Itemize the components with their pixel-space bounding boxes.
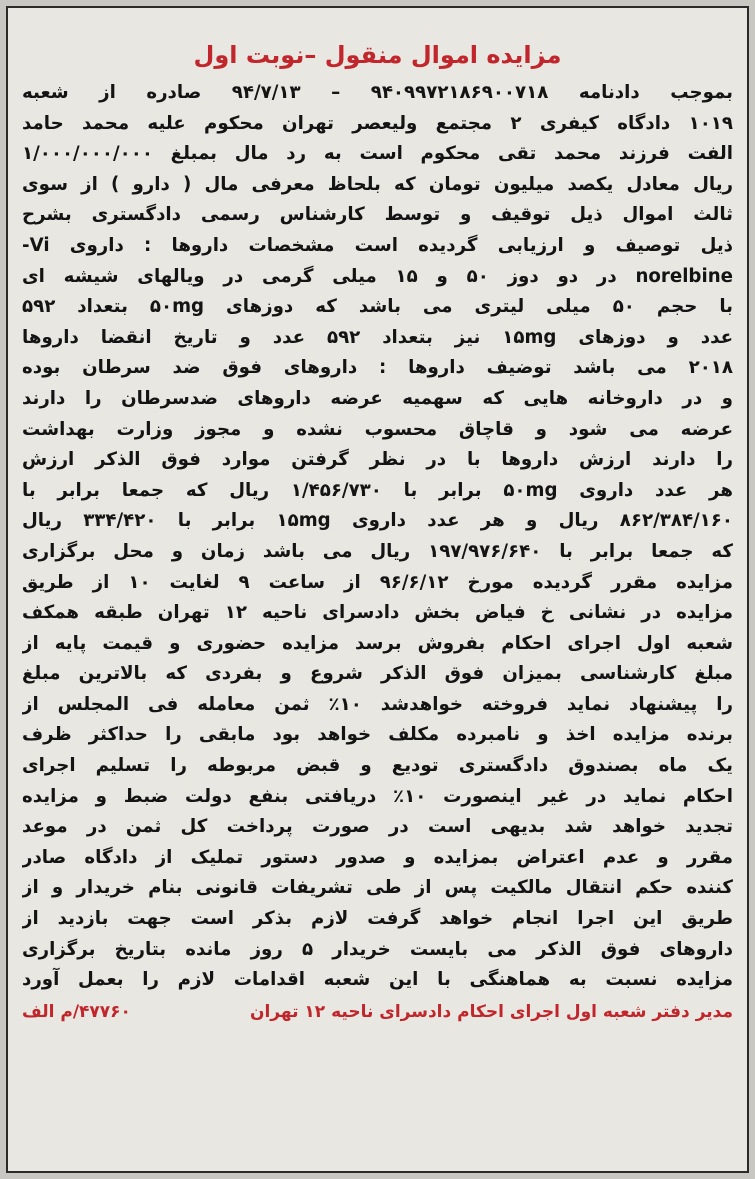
notice-line: که جمعا برابر با ۱۹۷/۹۷۶/۶۴۰ ریال می باشد زمان و محل برگزاری: [22, 540, 733, 562]
notice-line: بموجب دادنامه ۹۴۰۹۹۷۲۱۸۶۹۰۰۷۱۸ – ۹۴/۷/۱۳ صادره از شعبه: [22, 82, 733, 103]
notice-line: داروهای فوق الذکر می بایست خریدار ۵ روز مانده بتاریخ برگزاری: [22, 938, 733, 960]
notice-clipping: [6, 6, 749, 1173]
notice-line: ریال معادل یکصد میلیون تومان که بلحاظ معرفی مال ( دارو ) از سوی: [22, 173, 733, 195]
notice-line: مزایده مقرر گردیده مورخ ۹۶/۶/۱۲ از ساعت ۹ لغایت ۱۰ از طریق: [22, 571, 733, 593]
notice-line: برنده مزایده اخذ و نامبرده مکلف خواهد بود مابقی را حداکثر ظرف: [22, 724, 733, 746]
footer-signature: مدیر دفتر شعبه اول اجرای احکام دادسرای ناحیه ۱۲ تهران: [249, 1001, 733, 1022]
notice-line: مزایده نسبت به هماهنگی با این شعبه اقدامات لازم را بعمل آورد: [22, 969, 733, 991]
notice-line: یک ماه بصندوق دادگستری تودیع و قبض مربوطه را تسلیم اجرای: [22, 755, 733, 777]
footer-code: ۴۷۷۶۰/م الف: [22, 1001, 131, 1022]
notice-line: عدد و دوزهای ۱۵mg نیز بتعداد ۵۹۲ عدد و تاریخ انقضا داروها: [22, 326, 733, 348]
notice-line: احکام نماید در غیر اینصورت ۱۰٪ دریافتی بنفع دولت ضبط و مزایده: [22, 785, 733, 807]
notice-line: مزایده در نشانی خ فیاض بخش دادسرای ناحیه ۱۲ تهران طبقه همکف: [22, 602, 733, 624]
notice-line: عرضه می شود و قاچاق محسوب نشده و مجوز وزارت بهداشت: [22, 418, 733, 440]
notice-line: مبلغ کارشناسی بمیزان فوق الذکر شروع و بفردی که بالاترین مبلغ: [22, 663, 733, 685]
notice-line: ذیل توصیف و ارزیابی گردیده است مشخصات داروها : داروی Vi-: [22, 234, 733, 256]
notice-line: را پیشنهاد نماید فروخته خواهدشد ۱۰٪ ثمن معامله فی المجلس از: [22, 693, 733, 715]
notice-line: طریق این اجرا انجام خواهد گرفت لازم بذکر است جهت بازدید از: [22, 908, 733, 930]
notice-line: با حجم ۵۰ میلی لیتری می باشد که دوزهای ۵۰mg بتعداد ۵۹۲: [22, 296, 733, 318]
notice-line: norelbine در دو دوز ۵۰ و ۱۵ میلی گرمی در ویالهای شیشه ای: [22, 265, 733, 287]
notice-line: تجدید خواهد شد بدیهی است در صورت پرداخت کل ثمن در موعد: [22, 816, 733, 838]
notice-line: ۱۰۱۹ دادگاه کیفری ۲ مجتمع ولیعصر تهران محکوم علیه محمد حامد: [22, 112, 733, 134]
notice-line: هر عدد داروی ۵۰mg برابر با ۱/۴۵۶/۷۳۰ ریال که جمعا برابر با: [22, 479, 733, 501]
notice-line: مقرر و عدم اعتراض بمزایده و صدور دستور تملیک از دادگاه صادر: [22, 846, 733, 868]
notice-title: مزایده اموال منقول –نوبت اول: [193, 41, 562, 69]
notice-line: و در داروخانه هایی که سهمیه عرضه داروهای ضدسرطان را دارند: [22, 387, 733, 409]
notice-line: را دارند ارزش داروها با در نظر گرفتن موارد فوق الذکر ارزش: [22, 449, 733, 471]
notice-line: شعبه اول اجرای احکام بفروش برسد مزایده حضوری و قیمت پایه از: [22, 632, 733, 654]
notice-line: ۸۶۲/۳۸۴/۱۶۰ ریال و هر عدد داروی ۱۵mg برابر با ۳۳۴/۴۲۰ ریال: [22, 510, 733, 532]
notice-line: کننده حکم انتقال مالکیت پس از طی تشریفات قانونی بنام خریدار و از: [22, 877, 733, 899]
notice-line: ۲۰۱۸ می باشد توضیف داروها : داروهای فوق ضد سرطان بوده: [22, 357, 733, 379]
notice-line: الفت فرزند محمد تقی محکوم است به رد مال بمبلغ ۱/۰۰۰/۰۰۰/۰۰۰: [22, 143, 733, 165]
notice-line: ثالث اموال ذیل توقیف و توسط کارشناس رسمی دادگستری بشرح: [22, 204, 733, 226]
notice-body: [22, 78, 733, 996]
notice-footer: [22, 998, 733, 1026]
